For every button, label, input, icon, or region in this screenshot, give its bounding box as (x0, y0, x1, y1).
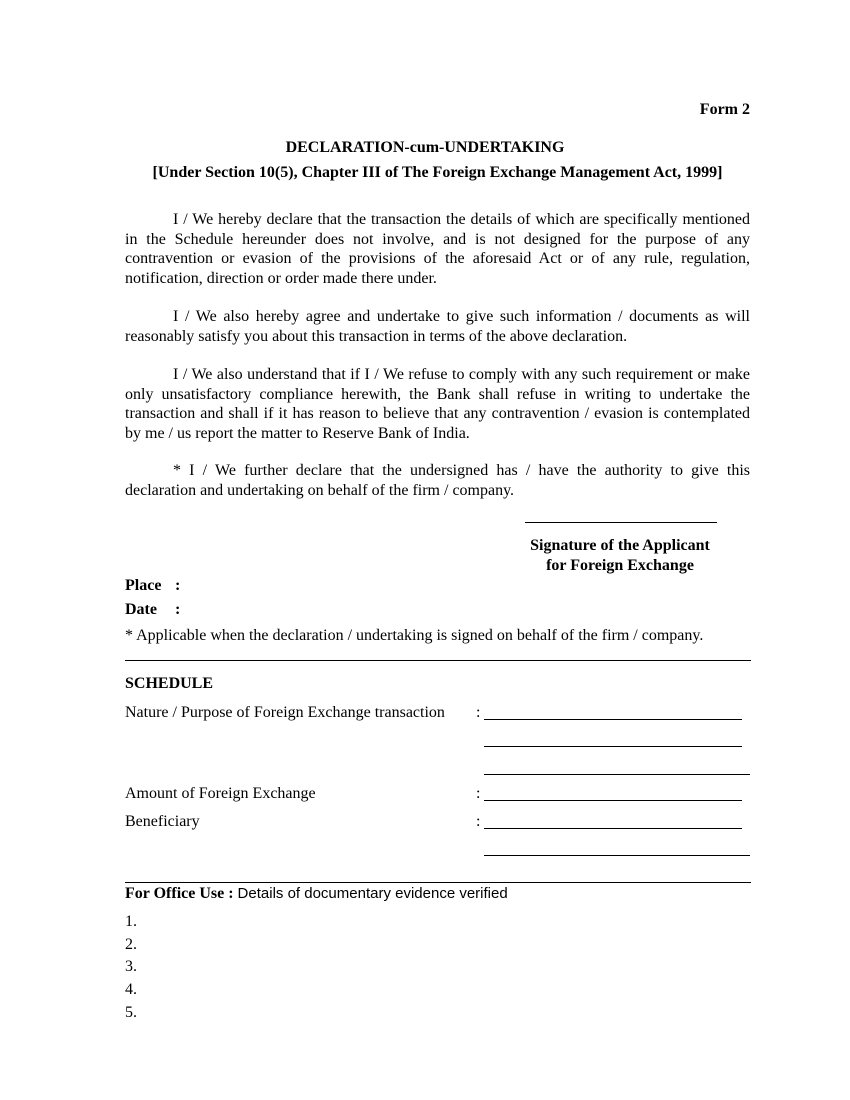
footnote: * Applicable when the declaration / undertaking is signed on behalf of the firm / company. (125, 627, 704, 644)
beneficiary-blank-2[interactable] (484, 855, 750, 856)
divider (125, 882, 751, 883)
declaration-paragraph-1: I / We hereby declare that the transaction the details of which are specifically mentioned in the Schedule hereunder does not involve, and is not designed for the purpose of any contravention or evasion of the provisions of the aforesaid Act or of any rule, regulation, notification, direction or order made there under. (125, 211, 750, 287)
document-subtitle: [Under Section 10(5), Chapter III of The Foreign Exchange Management Act, 1999] (152, 164, 723, 181)
date-field[interactable] (125, 600, 181, 620)
evidence-item-1: 1. (125, 913, 137, 930)
nature-purpose-blank-2[interactable] (484, 746, 742, 747)
divider (125, 660, 751, 661)
beneficiary-blank-1[interactable] (484, 828, 742, 829)
nature-purpose-blank-1[interactable] (484, 719, 742, 720)
document-title: DECLARATION-cum-UNDERTAKING (285, 139, 565, 156)
nature-purpose-colon: : (476, 704, 481, 721)
signature-label-line2: for Foreign Exchange (546, 557, 694, 574)
beneficiary-colon: : (476, 813, 481, 830)
place-colon: : (175, 577, 181, 594)
amount-colon: : (476, 785, 481, 802)
signature-line[interactable] (525, 522, 717, 523)
declaration-paragraph-4: * I / We further declare that the undersigned has / have the authority to give this declaration and undertaking on behalf of the firm / company. (125, 462, 750, 499)
schedule-title: SCHEDULE (125, 675, 214, 692)
amount-blank[interactable] (484, 800, 742, 801)
beneficiary-label: Beneficiary (125, 813, 200, 830)
date-label: Date (125, 601, 157, 618)
signature-label (480, 536, 760, 576)
declaration-paragraph-3: I / We also understand that if I / We refuse to comply with any such requirement or make only unsatisfactory compliance herewith, the Bank shall refuse in writing to undertake the transaction and shall if it has reason to believe that any contravention / evasion is contemplated by me / us report the matter to Reserve Bank of India. (125, 366, 750, 442)
declaration-paragraph-2: I / We also hereby agree and undertake to give such information / documents as will reasonably satisfy you about this transaction in terms of the above declaration. (125, 308, 750, 345)
nature-purpose-label: Nature / Purpose of Foreign Exchange transaction (125, 704, 445, 721)
evidence-item-2: 2. (125, 936, 137, 953)
office-use-description: Details of documentary evidence verified (237, 885, 508, 902)
office-use-heading (125, 884, 508, 904)
nature-purpose-blank-3[interactable] (484, 774, 750, 775)
evidence-item-4: 4. (125, 981, 137, 998)
evidence-item-5: 5. (125, 1004, 137, 1021)
form-number: Form 2 (699, 101, 750, 118)
place-field[interactable] (125, 576, 181, 596)
amount-label: Amount of Foreign Exchange (125, 785, 316, 802)
place-label: Place (125, 577, 162, 594)
office-use-label: For Office Use : (125, 885, 234, 902)
date-colon: : (175, 601, 181, 618)
signature-label-line1: Signature of the Applicant (530, 537, 710, 554)
evidence-item-3: 3. (125, 958, 137, 975)
